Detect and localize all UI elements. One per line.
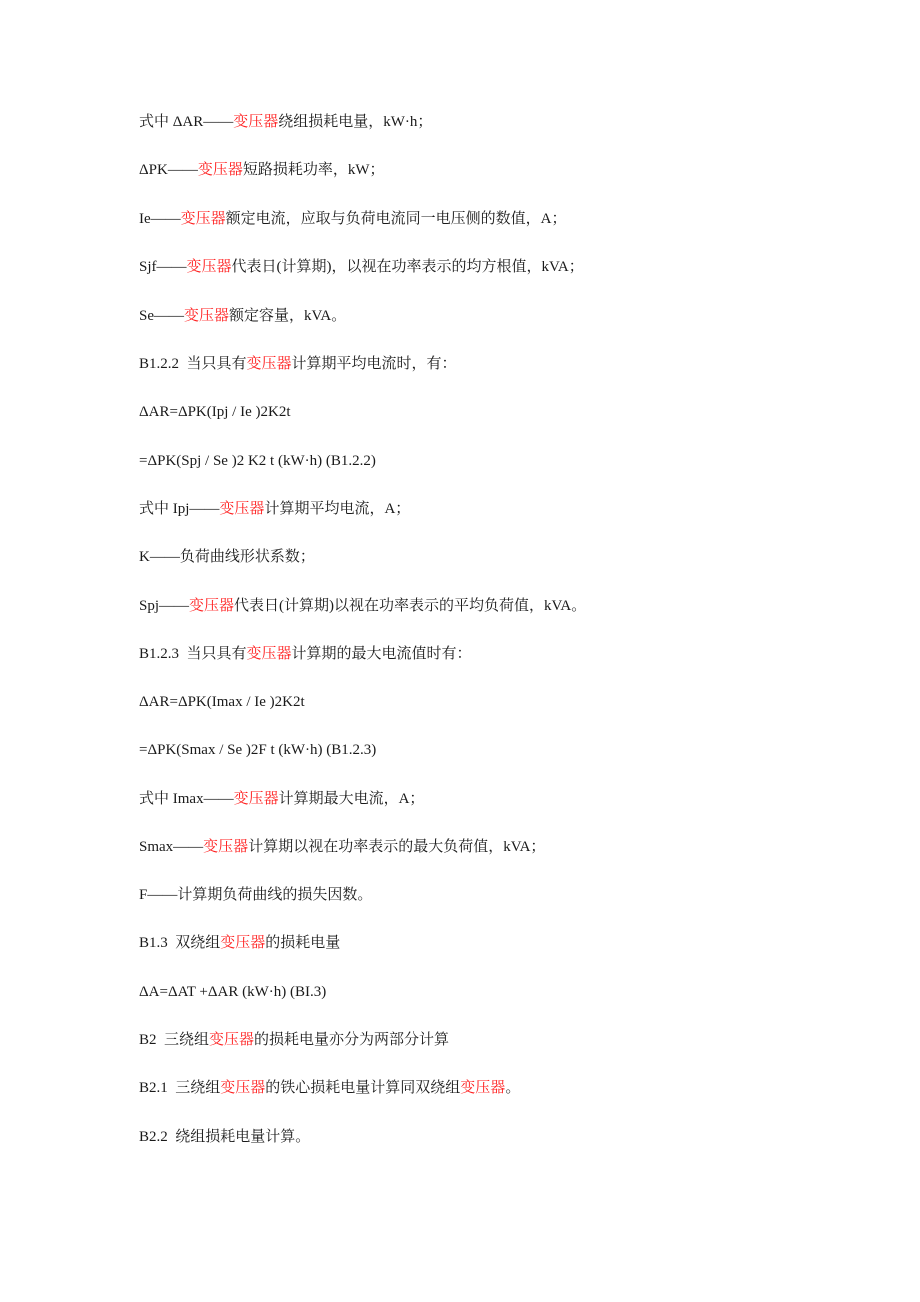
text-line-13 [139,692,305,712]
highlighted-term: 变压器 [246,356,292,372]
text-segment: F——计算期负荷曲线的损失因数。 [139,887,373,903]
text-segment: =ΔPK(Spj / Se )2 K2 t (kW·h) (B1.2.2) [139,453,376,469]
text-line-2 [139,160,385,180]
highlighted-term: 变压器 [189,598,235,614]
text-line-6 [139,354,457,374]
text-segment: B1.3 双绕组 [139,935,221,951]
text-line-16 [139,837,545,857]
highlighted-term: 变压器 [233,791,279,807]
highlighted-term: 变压器 [197,162,243,178]
text-segment: 式中 Imax—— [139,791,234,807]
text-segment: B1.2.2 当只具有 [139,356,247,372]
text-segment: 计算期以视在功率表示的最大负荷值，kVA； [248,839,546,855]
text-segment: 计算期的最大电流值时有： [291,646,472,662]
text-line-4 [139,257,584,277]
text-segment: 的损耗电量亦分为两部分计算 [254,1032,450,1048]
highlighted-term: 变压器 [220,935,266,951]
highlighted-term: 变压器 [246,646,292,662]
highlighted-term: 变压器 [209,1032,255,1048]
text-line-5 [139,306,346,326]
highlighted-term: 变压器 [203,839,249,855]
text-line-9 [139,499,410,519]
highlighted-term: 变压器 [180,211,226,227]
text-line-8 [139,451,376,471]
text-segment: Se—— [139,308,184,324]
highlighted-term: 变压器 [184,308,230,324]
text-line-18 [139,933,340,953]
text-segment: 额定电流，应取与负荷电流同一电压侧的数值，A； [225,211,567,227]
text-segment: B1.2.3 当只具有 [139,646,247,662]
text-segment: 计算期最大电流，A； [278,791,425,807]
text-segment: Spj—— [139,598,190,614]
text-segment: Ie—— [139,211,181,227]
text-line-21 [139,1078,520,1098]
text-line-19 [139,982,326,1002]
text-segment: =ΔPK(Smax / Se )2F t (kW·h) (B1.2.3) [139,742,377,758]
text-line-3 [139,209,567,229]
text-segment: ΔAR=ΔPK(Ipj / Ie )2K2t [139,404,291,420]
text-line-1 [139,112,432,132]
text-segment: B2 三绕组 [139,1032,210,1048]
text-line-7 [139,402,291,422]
highlighted-term: 变压器 [186,259,232,275]
highlighted-term: 变压器 [460,1080,506,1096]
text-segment: ΔAR=ΔPK(Imax / Ie )2K2t [139,694,305,710]
text-line-22 [139,1127,310,1147]
text-line-17 [139,885,372,905]
text-segment: Smax—— [139,839,204,855]
text-segment: B2.1 三绕组 [139,1080,221,1096]
text-line-15 [139,789,424,809]
text-segment: 。 [505,1080,521,1096]
text-segment: Sjf—— [139,259,187,275]
highlighted-term: 变压器 [219,501,265,517]
text-segment: 式中 Ipj—— [139,501,220,517]
highlighted-term: 变压器 [233,114,279,130]
text-segment: B2.2 绕组损耗电量计算。 [139,1129,311,1145]
text-segment: 式中 ΔAR—— [139,114,234,130]
text-segment: 计算期平均电流时，有： [291,356,457,372]
text-segment: 短路损耗功率，kW； [242,162,385,178]
text-segment: 代表日(计算期)以视在功率表示的平均负荷值，kVA。 [234,598,587,614]
text-segment: 代表日(计算期)，以视在功率表示的均方根值，kVA； [231,259,584,275]
text-segment: 额定容量，kVA。 [229,308,347,324]
text-segment: ΔPK—— [139,162,198,178]
text-line-12 [139,644,472,664]
text-line-20 [139,1030,449,1050]
text-line-14 [139,740,376,760]
text-segment: 计算期平均电流，A； [264,501,411,517]
text-segment: 绕组损耗电量，kW·h； [278,114,433,130]
text-line-10 [139,547,315,567]
text-segment: 的铁心损耗电量计算同双绕组 [265,1080,461,1096]
text-segment: ΔA=ΔAT +ΔAR (kW·h) (BI.3) [139,984,327,1000]
text-line-11 [139,596,586,616]
text-segment: 的损耗电量 [265,935,341,951]
text-segment: K——负荷曲线形状系数； [139,549,315,565]
highlighted-term: 变压器 [220,1080,266,1096]
